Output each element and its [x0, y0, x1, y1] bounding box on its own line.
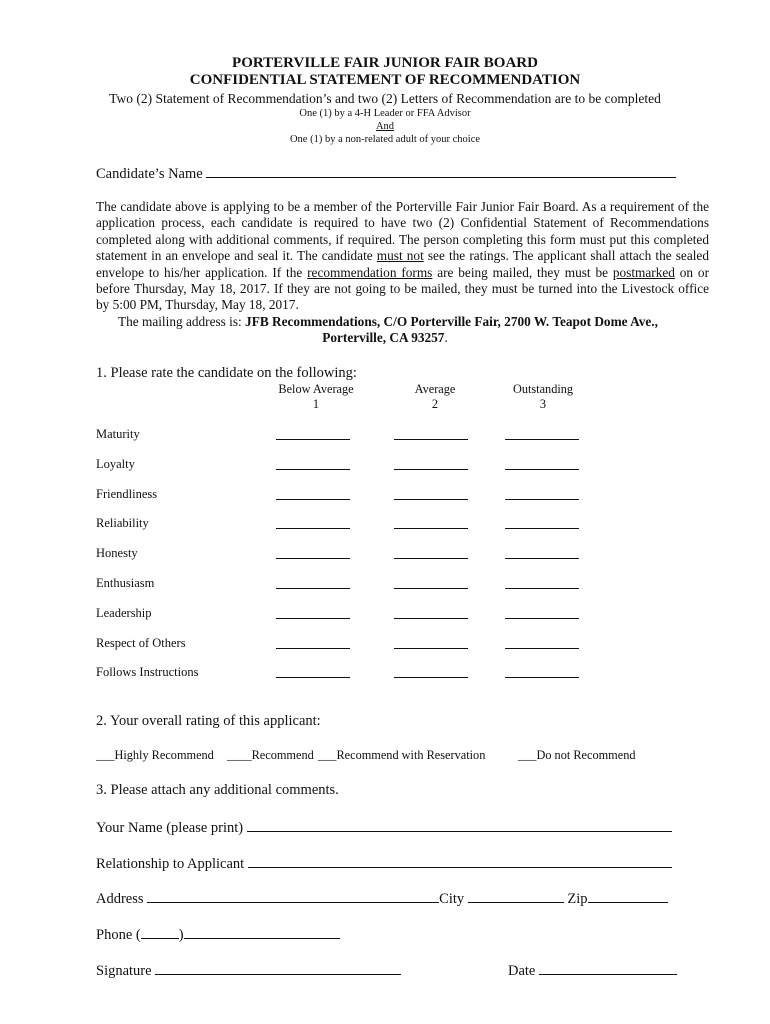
address-row: [96, 888, 668, 908]
postmarked-text: postmarked: [612, 264, 675, 280]
rating-blank-2[interactable]: [394, 469, 468, 470]
phone-number-field[interactable]: [184, 924, 340, 939]
rating-blank-2[interactable]: [394, 588, 468, 589]
signature-label: Signature: [96, 963, 152, 979]
date-row: [508, 960, 677, 980]
trait-label: Friendliness: [96, 487, 158, 501]
signature-field[interactable]: [155, 960, 401, 975]
intro-paragraph: [96, 199, 709, 314]
rating-blank-2[interactable]: [394, 499, 468, 500]
column-below-average: [256, 382, 376, 412]
address-field[interactable]: [147, 888, 439, 903]
your-name-label: Your Name (please print): [96, 820, 244, 836]
your-name-field[interactable]: [247, 817, 672, 832]
trait-label: Respect of Others: [96, 636, 186, 650]
phone-close-paren: ): [178, 927, 184, 943]
rating-blank-1[interactable]: [276, 618, 350, 619]
rating-blank-2[interactable]: [394, 439, 468, 440]
must-not-text: must not: [376, 248, 424, 264]
rating-blank-3[interactable]: [505, 677, 579, 678]
intro-text-4: on or before Thursday, May 18, 2017. If they are not going to be mailed, they must be turned into the Livestock office by 5:00 PM, Thursday, May 18, 2017.: [96, 264, 710, 313]
column-label: Outstanding: [512, 382, 574, 396]
recommender-two: One (1) by a non-related adult of your choice: [289, 134, 481, 145]
recommender-and: And: [375, 121, 395, 132]
rating-blank-3[interactable]: [505, 469, 579, 470]
section1-heading: 1. Please rate the candidate on the following:: [96, 365, 357, 381]
option-highly-recommend[interactable]: ___Highly Recommend: [96, 748, 214, 762]
column-number: 2: [431, 397, 439, 411]
trait-label: Reliability: [96, 516, 149, 530]
phone-label: Phone (: [96, 927, 141, 943]
section3-heading: 3. Please attach any additional comments.: [96, 782, 339, 798]
phone-row: [96, 924, 340, 944]
column-label: Average: [414, 382, 456, 396]
section2-heading: 2. Your overall rating of this applicant:: [96, 713, 321, 729]
date-field[interactable]: [539, 960, 677, 975]
rating-blank-3[interactable]: [505, 499, 579, 500]
rating-blank-2[interactable]: [394, 677, 468, 678]
rating-blank-1[interactable]: [276, 677, 350, 678]
rating-blank-3[interactable]: [505, 588, 579, 589]
rating-blank-3[interactable]: [505, 618, 579, 619]
rating-blank-3[interactable]: [505, 648, 579, 649]
rating-blank-3[interactable]: [505, 558, 579, 559]
rating-blank-3[interactable]: [505, 528, 579, 529]
relationship-field[interactable]: [248, 853, 672, 868]
candidate-name-label: Candidate’s Name: [96, 166, 203, 182]
option-recommend-with-reservation[interactable]: ___Recommend with Reservation: [318, 748, 486, 762]
mailing-prefix: The mailing address is:: [118, 314, 246, 329]
rating-blank-1[interactable]: [276, 499, 350, 500]
column-average: [375, 382, 495, 412]
mailing-address-line1: [118, 314, 658, 330]
intro-text-1: The candidate above is applying to be a member of the Porterville Fair Junior Fair Board. As a requirement of the application process, each candidate is required to have two (2) Confidential Statement of Recommendations completed along with additional comments, if required. The person completing this form must put this completed statement in an envelope and seal it. The candidate: [96, 199, 709, 264]
rating-blank-1[interactable]: [276, 469, 350, 470]
mailing-address-2: Porterville, CA 93257: [322, 330, 445, 345]
instructions-line: Two (2) Statement of Recommendation’s and two (2) Letters of Recommendation are to be completed: [109, 91, 661, 106]
mailing-address-line2: [0, 330, 770, 346]
trait-label: Honesty: [96, 546, 138, 560]
rating-blank-1[interactable]: [276, 558, 350, 559]
candidate-name-row: [96, 163, 676, 183]
rating-blank-1[interactable]: [276, 588, 350, 589]
rating-blank-1[interactable]: [276, 648, 350, 649]
phone-area-code-field[interactable]: [141, 924, 179, 939]
rating-blank-1[interactable]: [276, 439, 350, 440]
rating-blank-2[interactable]: [394, 618, 468, 619]
zip-label: Zip: [567, 891, 588, 907]
city-field[interactable]: [468, 888, 564, 903]
recommendation-forms-text: recommendation forms: [307, 264, 433, 280]
column-number: 3: [539, 397, 547, 411]
rating-blank-2[interactable]: [394, 558, 468, 559]
signature-row: [96, 960, 401, 980]
relationship-label: Relationship to Applicant: [96, 856, 245, 872]
rating-blank-3[interactable]: [505, 439, 579, 440]
your-name-row: [96, 817, 672, 837]
rating-blank-1[interactable]: [276, 528, 350, 529]
mailing-period: .: [444, 330, 448, 345]
trait-label: Leadership: [96, 606, 152, 620]
relationship-row: [96, 853, 672, 873]
date-label: Date: [508, 963, 536, 979]
intro-text-3: are being mailed, they must be: [432, 264, 613, 280]
zip-field[interactable]: [588, 888, 668, 903]
column-outstanding: [483, 382, 603, 412]
rating-blank-2[interactable]: [394, 528, 468, 529]
trait-label: Enthusiasm: [96, 576, 155, 590]
trait-label: Maturity: [96, 427, 140, 441]
column-label: Below Average: [278, 382, 354, 396]
column-number: 1: [312, 397, 320, 411]
address-label: Address: [96, 891, 144, 907]
rating-blank-2[interactable]: [394, 648, 468, 649]
trait-label: Loyalty: [96, 457, 135, 471]
mailing-address-1: JFB Recommendations, C/O Porterville Fair, 2700 W. Teapot Dome Ave.,: [245, 314, 658, 329]
option-do-not-recommend[interactable]: ___Do not Recommend: [518, 748, 636, 762]
intro-text-2: see the ratings. The applicant shall attach the sealed envelope to his/her application. If the: [96, 248, 709, 280]
city-label: City: [439, 891, 465, 907]
recommender-one: One (1) by a 4-H Leader or FFA Advisor: [299, 108, 471, 119]
trait-label: Follows Instructions: [96, 665, 199, 679]
form-subtitle-title: CONFIDENTIAL STATEMENT OF RECOMMENDATION: [189, 72, 581, 88]
candidate-name-field[interactable]: [206, 163, 676, 178]
form-title: PORTERVILLE FAIR JUNIOR FAIR BOARD: [232, 55, 538, 71]
option-recommend[interactable]: ____Recommend: [227, 748, 314, 762]
